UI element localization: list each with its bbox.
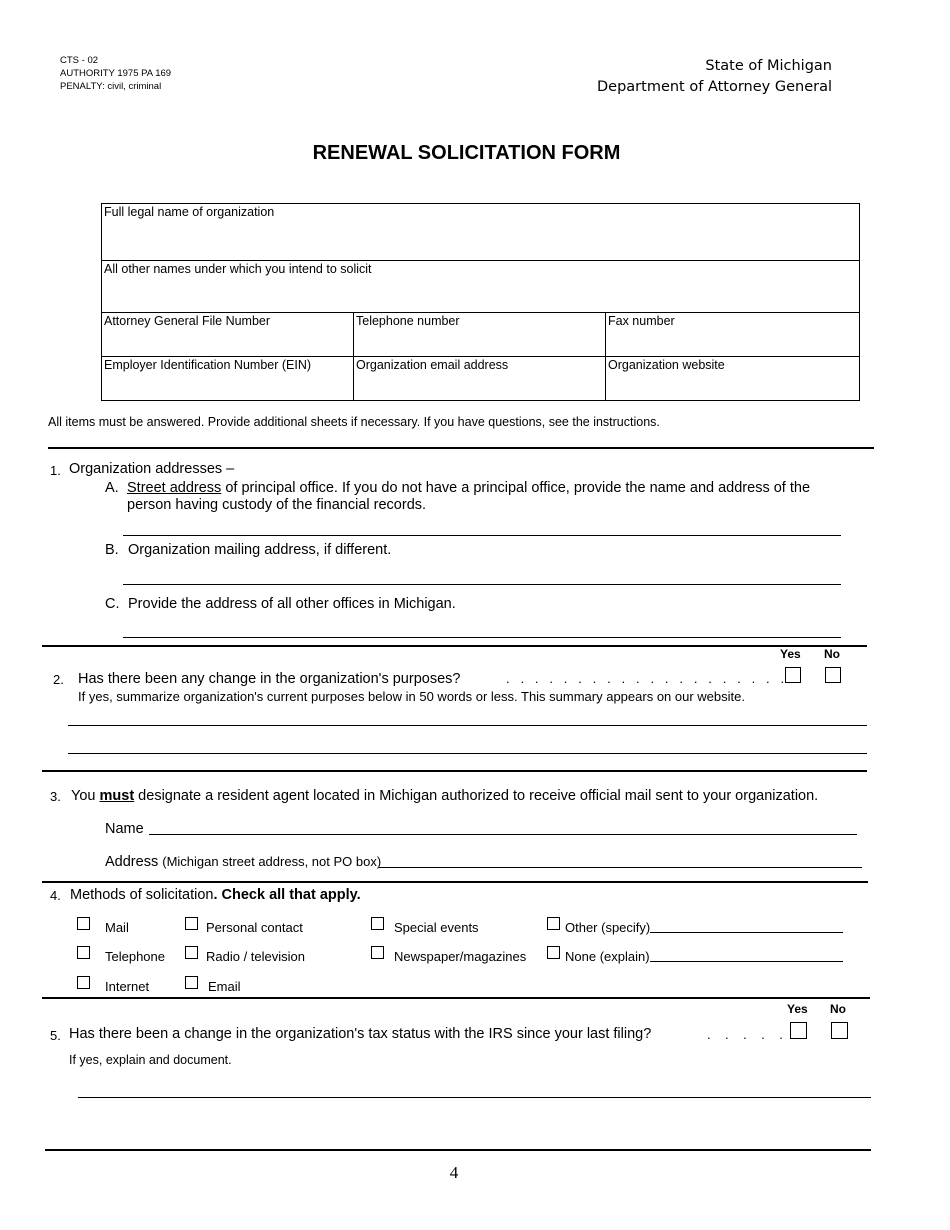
ag-file-number-field[interactable] — [102, 313, 354, 357]
q2-answer-line[interactable] — [68, 725, 867, 726]
agency-header — [597, 56, 832, 98]
section-divider — [45, 1149, 871, 1151]
q1b-letter: B. — [105, 542, 119, 558]
section-divider — [42, 770, 867, 772]
newspaper-magazines-checkbox[interactable] — [371, 946, 384, 959]
q3-text-pre: You — [71, 788, 100, 804]
none-label: None (explain) — [565, 949, 650, 964]
resident-agent-address-label — [105, 854, 381, 870]
telephone-label: Telephone number — [356, 314, 460, 328]
legal-name-field[interactable] — [102, 204, 860, 261]
q5-subtext: If yes, explain and document. — [69, 1053, 232, 1067]
q5-no-checkbox[interactable] — [831, 1022, 848, 1039]
section-divider — [42, 997, 870, 999]
other-names-label: All other names under which you intend to solicit — [104, 262, 372, 276]
q4-number: 4. — [50, 888, 61, 903]
other-specify-line[interactable] — [650, 932, 843, 933]
q2-yes-checkbox[interactable] — [785, 667, 801, 683]
q2-answer-line[interactable] — [68, 753, 867, 754]
internet-checkbox[interactable] — [77, 976, 90, 989]
q1c-letter: C. — [105, 596, 120, 612]
q4-text-a: Methods of solicitation — [70, 887, 214, 903]
website-field[interactable] — [606, 357, 860, 401]
section-divider — [42, 645, 867, 647]
address-note: (Michigan street address, not PO box) — [162, 854, 382, 869]
q2-dot-leader: . . . . . . . . . . . . . . . . . . . . — [506, 671, 785, 686]
special-events-checkbox[interactable] — [371, 917, 384, 930]
telephone-field[interactable] — [354, 313, 606, 357]
mail-checkbox[interactable] — [77, 917, 90, 930]
q3-number: 3. — [50, 789, 61, 804]
website-label: Organization website — [608, 358, 725, 372]
penalty-text: PENALTY: civil, criminal — [60, 81, 162, 92]
q1-text: Organization addresses – — [69, 461, 235, 477]
fax-label: Fax number — [608, 314, 675, 328]
q1c-answer-line[interactable] — [123, 637, 841, 638]
personal-contact-label: Personal contact — [206, 920, 303, 935]
department-name: Department of Attorney General — [597, 79, 832, 95]
q2-number: 2. — [53, 672, 64, 687]
legal-name-label: Full legal name of organization — [104, 205, 275, 219]
q5-no-label: No — [830, 1002, 846, 1016]
q5-answer-line[interactable] — [78, 1097, 871, 1098]
other-checkbox[interactable] — [547, 917, 560, 930]
instructions-note: All items must be answered. Provide additional sheets if necessary. If you have questions, see the instructions. — [48, 415, 660, 429]
radio-television-checkbox[interactable] — [185, 946, 198, 959]
form-title: RENEWAL SOLICITATION FORM — [312, 142, 621, 164]
q1c-text: Provide the address of all other offices in Michigan. — [128, 596, 456, 612]
q5-yes-label: Yes — [787, 1002, 808, 1016]
q1a-rest: of principal office. If you do not have a principal office, provide the name and address of the — [221, 480, 811, 496]
q4-text-b: . Check all that apply. — [213, 887, 361, 903]
organization-info-table — [101, 203, 860, 401]
page-number: 4 — [449, 1163, 459, 1182]
address-label: Address — [105, 854, 159, 870]
state-name: State of Michigan — [705, 58, 832, 74]
q3-text — [71, 788, 818, 804]
q2-text: Has there been any change in the organization's purposes? — [78, 671, 461, 687]
none-explain-line[interactable] — [650, 961, 843, 962]
internet-label: Internet — [105, 979, 150, 994]
q5-dot-leader: . . . . . — [707, 1027, 783, 1042]
q5-yes-checkbox[interactable] — [790, 1022, 807, 1039]
email-label: Email — [208, 979, 241, 994]
resident-agent-name-line[interactable] — [149, 834, 857, 835]
form-metadata — [60, 54, 171, 93]
ein-label: Employer Identification Number (EIN) — [104, 358, 312, 372]
q1a-text-line2: person having custody of the financial records. — [127, 497, 427, 513]
q2-no-checkbox[interactable] — [825, 667, 841, 683]
q1a-text — [127, 480, 887, 496]
q1a-underlined: Street address — [127, 480, 222, 496]
q1a-answer-line[interactable] — [123, 535, 841, 536]
newspaper-magazines-label: Newspaper/magazines — [394, 949, 527, 964]
q1a-letter: A. — [105, 480, 119, 496]
email-label: Organization email address — [356, 358, 509, 372]
none-checkbox[interactable] — [547, 946, 560, 959]
mail-label: Mail — [105, 920, 129, 935]
resident-agent-address-line[interactable] — [379, 867, 862, 868]
email-field[interactable] — [354, 357, 606, 401]
q4-text — [70, 887, 361, 903]
authority-text: AUTHORITY 1975 PA 169 — [60, 68, 172, 79]
q1-number: 1. — [50, 463, 61, 478]
fax-field[interactable] — [606, 313, 860, 357]
section-divider — [48, 447, 874, 449]
q3-must: must — [99, 788, 135, 804]
q2-no-label: No — [824, 647, 840, 661]
resident-agent-name-label: Name — [105, 821, 144, 837]
email-checkbox[interactable] — [185, 976, 198, 989]
telephone-checkbox[interactable] — [77, 946, 90, 959]
other-label: Other (specify) — [565, 920, 651, 935]
other-names-field[interactable] — [102, 261, 860, 313]
q1b-answer-line[interactable] — [123, 584, 841, 585]
ag-file-number-label: Attorney General File Number — [104, 314, 271, 328]
q5-text: Has there been a change in the organization's tax status with the IRS since your last filing? — [69, 1026, 652, 1042]
form-code: CTS - 02 — [60, 55, 99, 66]
special-events-label: Special events — [394, 920, 479, 935]
radio-television-label: Radio / television — [206, 949, 305, 964]
telephone-label: Telephone — [105, 949, 165, 964]
ein-field[interactable] — [102, 357, 354, 401]
q2-subtext: If yes, summarize organization's current purposes below in 50 words or less. This summary appears on our website. — [78, 689, 745, 704]
q5-number: 5. — [50, 1028, 61, 1043]
q2-yes-label: Yes — [780, 647, 801, 661]
q1b-text: Organization mailing address, if different. — [128, 542, 392, 558]
section-divider — [42, 881, 868, 883]
q3-text-post: designate a resident agent located in Michigan authorized to receive official mail sent to your organization. — [134, 788, 819, 804]
personal-contact-checkbox[interactable] — [185, 917, 198, 930]
